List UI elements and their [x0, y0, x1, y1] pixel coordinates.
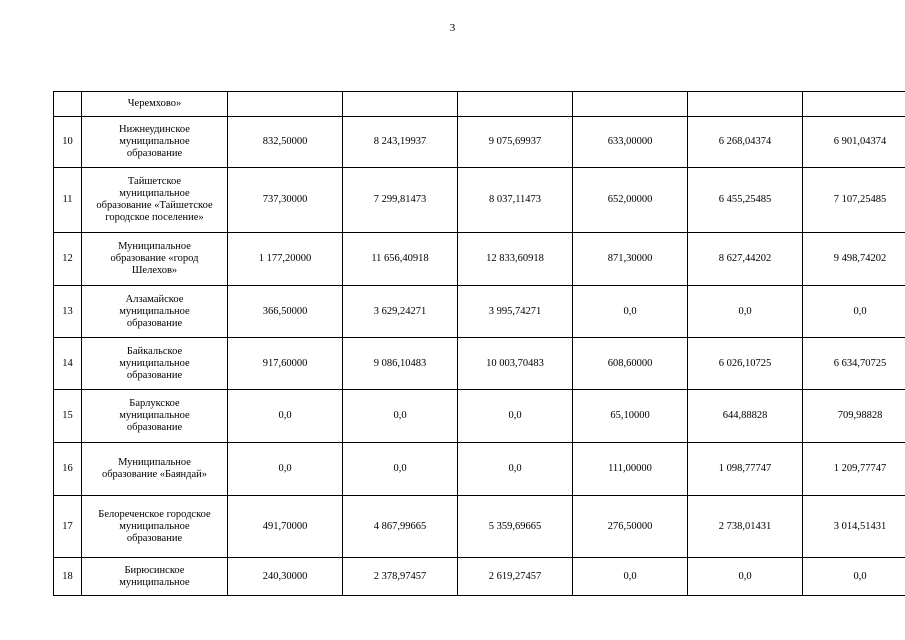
value-cell	[573, 92, 688, 117]
municipality-name-line: Бирюсинское	[124, 564, 185, 576]
value-cell: 240,30000	[228, 558, 343, 596]
value-cell: 1 098,77747	[688, 443, 803, 496]
value-cell: 0,0	[458, 443, 573, 496]
municipality-name-line: Барлукское	[129, 398, 180, 409]
table-row	[54, 443, 905, 496]
value-cell	[343, 92, 458, 117]
table-row	[54, 117, 905, 168]
municipality-name-cell	[82, 92, 228, 117]
value-cell: 0,0	[228, 443, 343, 496]
value-cell: 2 378,97457	[343, 558, 458, 596]
value-cell: 6 026,10725	[688, 338, 803, 390]
value-cell: 0,0	[343, 390, 458, 443]
value-cell: 0,0	[573, 558, 688, 596]
row-number-cell: 13	[54, 286, 82, 338]
municipality-name-cell	[82, 168, 228, 233]
value-cell: 65,10000	[573, 390, 688, 443]
municipality-name-line: образование «Тайшетское	[96, 200, 213, 211]
value-cell	[803, 92, 905, 117]
value-cell: 9 498,74202	[803, 233, 905, 286]
value-cell: 0,0	[688, 558, 803, 596]
value-cell: 10 003,70483	[458, 338, 573, 390]
value-cell: 917,60000	[228, 338, 343, 390]
value-cell: 2 738,01431	[688, 496, 803, 558]
value-cell: 6 455,25485	[688, 168, 803, 233]
municipality-name-line: Муниципальное	[118, 241, 191, 252]
value-cell	[228, 92, 343, 117]
municipality-name-line: городское поселение»	[105, 212, 204, 223]
municipality-name-line: образование «город	[110, 253, 199, 264]
value-cell: 366,50000	[228, 286, 343, 338]
value-cell: 737,30000	[228, 168, 343, 233]
table-row	[54, 92, 905, 117]
value-cell: 276,50000	[573, 496, 688, 558]
municipality-name-line: Белореченское городское	[98, 508, 211, 520]
value-cell: 491,70000	[228, 496, 343, 558]
municipality-name-line: муниципальное	[119, 576, 190, 588]
value-cell: 0,0	[803, 558, 905, 596]
value-cell	[458, 92, 573, 117]
row-number-cell: 17	[54, 496, 82, 558]
municipality-name-line: муниципальное	[119, 410, 190, 421]
value-cell: 9 075,69937	[458, 117, 573, 168]
municipality-name-line: образование «Баяндай»	[101, 469, 208, 480]
value-cell: 652,00000	[573, 168, 688, 233]
table-row	[54, 233, 905, 286]
value-cell: 832,50000	[228, 117, 343, 168]
table-row	[54, 558, 905, 596]
municipality-name-cell	[82, 390, 228, 443]
table-row	[54, 496, 905, 558]
value-cell: 0,0	[688, 286, 803, 338]
municipality-name-cell	[82, 338, 228, 390]
value-cell: 1 209,77747	[803, 443, 905, 496]
value-cell: 11 656,40918	[343, 233, 458, 286]
value-cell: 3 995,74271	[458, 286, 573, 338]
table-row	[54, 286, 905, 338]
value-cell: 6 634,70725	[803, 338, 905, 390]
municipality-name-line: Шелехов»	[131, 265, 178, 276]
value-cell: 3 014,51431	[803, 496, 905, 558]
municipality-name-line: образование	[126, 148, 183, 159]
row-number-cell: 10	[54, 117, 82, 168]
value-cell: 8 037,11473	[458, 168, 573, 233]
value-cell: 7 107,25485	[803, 168, 905, 233]
municipality-name-cell	[82, 443, 228, 496]
value-cell	[688, 92, 803, 117]
value-cell: 0,0	[343, 443, 458, 496]
municipality-name-line: образование	[126, 422, 183, 433]
row-number-cell	[54, 92, 82, 117]
municipality-name-line: образование	[126, 369, 183, 381]
value-cell: 9 086,10483	[343, 338, 458, 390]
value-cell: 2 619,27457	[458, 558, 573, 596]
municipality-name-cell	[82, 117, 228, 168]
value-cell: 8 627,44202	[688, 233, 803, 286]
value-cell: 6 268,04374	[688, 117, 803, 168]
municipality-name-line: муниципальное	[119, 520, 190, 532]
municipality-name-line: образование	[126, 532, 183, 544]
municipality-name-cell	[82, 233, 228, 286]
municipality-name-cell	[82, 286, 228, 338]
value-cell: 6 901,04374	[803, 117, 905, 168]
value-cell: 5 359,69665	[458, 496, 573, 558]
row-number-cell: 18	[54, 558, 82, 596]
value-cell: 1 177,20000	[228, 233, 343, 286]
value-cell: 12 833,60918	[458, 233, 573, 286]
value-cell: 0,0	[458, 390, 573, 443]
municipality-name-line: муниципальное	[119, 357, 190, 369]
municipality-name-line: муниципальное	[119, 305, 190, 317]
row-number-cell: 12	[54, 233, 82, 286]
value-cell: 4 867,99665	[343, 496, 458, 558]
value-cell: 644,88828	[688, 390, 803, 443]
value-cell: 608,60000	[573, 338, 688, 390]
value-cell: 3 629,24271	[343, 286, 458, 338]
municipality-name-line: Муниципальное	[118, 457, 191, 468]
value-cell: 111,00000	[573, 443, 688, 496]
municipality-name-line: муниципальное	[119, 188, 190, 199]
municipality-name-line: Нижнеудинское	[119, 124, 190, 135]
value-cell: 871,30000	[573, 233, 688, 286]
row-number-cell: 11	[54, 168, 82, 233]
value-cell: 8 243,19937	[343, 117, 458, 168]
table-row	[54, 338, 905, 390]
value-cell: 0,0	[228, 390, 343, 443]
municipality-name-line: образование	[126, 317, 183, 329]
allocation-table	[53, 91, 905, 596]
page-number: 3	[449, 22, 456, 34]
municipality-name-line: Тайшетское	[127, 176, 182, 187]
municipality-name-cell	[82, 496, 228, 558]
municipality-name-line: Черемхово»	[127, 98, 182, 109]
row-number-cell: 15	[54, 390, 82, 443]
municipality-name-line: муниципальное	[119, 136, 190, 147]
value-cell: 709,98828	[803, 390, 905, 443]
row-number-cell: 14	[54, 338, 82, 390]
value-cell: 0,0	[573, 286, 688, 338]
municipality-name-line: Алзамайское	[125, 293, 184, 305]
value-cell: 633,00000	[573, 117, 688, 168]
table-row	[54, 168, 905, 233]
value-cell: 7 299,81473	[343, 168, 458, 233]
row-number-cell: 16	[54, 443, 82, 496]
municipality-name-line: Байкальское	[126, 345, 183, 357]
table-row	[54, 390, 905, 443]
municipality-name-cell	[82, 558, 228, 596]
value-cell: 0,0	[803, 286, 905, 338]
